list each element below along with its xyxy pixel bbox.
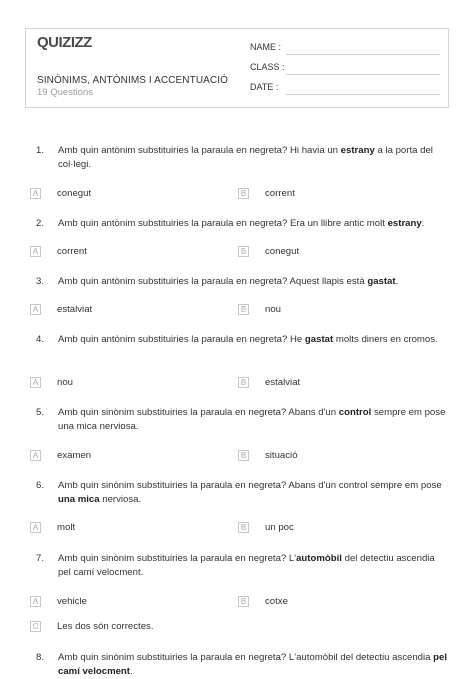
class-field[interactable]	[250, 62, 440, 76]
option-letter-box: B	[238, 522, 249, 533]
option-text: molt	[57, 522, 76, 533]
option-text: estalviat	[265, 377, 301, 388]
question-text: Amb quin sinònim substituiries la paraula en negreta? L'automòbil del detectiu ascendia pel camí velocment.	[58, 553, 435, 578]
option-text: situació	[265, 450, 298, 461]
option-letter-box: A	[30, 522, 41, 533]
option-text: conegut	[57, 188, 92, 199]
name-field[interactable]	[250, 42, 440, 56]
question-text: Amb quin sinònim substituiries la paraula en negreta? Abans d'un control sempre em pose una mica nerviosa.	[58, 480, 442, 505]
option-text: un poc	[265, 522, 294, 533]
question-number: 1.	[36, 145, 45, 156]
name-line	[286, 54, 440, 55]
option-letter-box: A	[30, 246, 41, 257]
option-text: nou	[57, 377, 74, 388]
option-letter-box: B	[238, 596, 249, 607]
date-line	[286, 94, 440, 95]
option-letter-box: B	[238, 188, 249, 199]
class-label: CLASS :	[250, 62, 285, 72]
option-letter-box: B	[238, 377, 249, 388]
question-text: Amb quin antònim substituiries la paraula en negreta? Era un llibre antic molt estrany.	[58, 218, 425, 229]
option-letter-box: B	[238, 304, 249, 315]
class-line	[286, 74, 440, 75]
question-number: 5.	[36, 407, 45, 418]
option-text: examen	[57, 450, 92, 461]
option-text: estalviat	[57, 304, 93, 315]
option-letter-box: C	[30, 621, 41, 632]
question-number: 7.	[36, 553, 45, 564]
option-letter-box: A	[30, 377, 41, 388]
question-count: 19 Questions	[37, 87, 93, 98]
question-text: Amb quin antònim substituiries la paraula en negreta? Hi havia un estrany a la porta del col·legi.	[58, 145, 433, 170]
question-text: Amb quin sinònim substituiries la paraula en negreta? Abans d'un control sempre em pose una mica nerviosa.	[58, 407, 446, 432]
option-letter-box: A	[30, 450, 41, 461]
option-letter-box: B	[238, 450, 249, 461]
option-text: conegut	[265, 246, 300, 257]
option-letter-box: B	[238, 246, 249, 257]
option-text: Les dos són correctes.	[57, 621, 154, 632]
name-label: NAME :	[250, 42, 282, 52]
question-number: 4.	[36, 334, 45, 345]
question-number: 8.	[36, 652, 45, 663]
worksheet-title: SINÒNIMS, ANTÒNIMS I ACCENTUACIÓ	[37, 75, 228, 86]
question-text: Amb quin antònim substituiries la paraula en negreta? He gastat molts diners en cromos.	[58, 334, 438, 345]
option-letter-box: A	[30, 188, 41, 199]
option-text: nou	[265, 304, 282, 315]
option-text: cotxe	[265, 596, 288, 607]
date-label: DATE :	[250, 82, 279, 92]
question-number: 6.	[36, 480, 45, 491]
option-text: vehicle	[57, 596, 87, 607]
question-number: 3.	[36, 276, 45, 287]
quizizz-logo: QUIZIZZ	[37, 34, 92, 51]
date-field[interactable]	[250, 82, 440, 96]
option-text: corrent	[265, 188, 295, 199]
worksheet-header	[25, 28, 449, 108]
option-letter-box: A	[30, 596, 41, 607]
option-letter-box: A	[30, 304, 41, 315]
option-text: corrent	[57, 246, 87, 257]
question-text: Amb quin sinònim substituiries la paraula en negreta? L'automòbil del detectiu ascendia pel camí velocment.	[58, 652, 448, 677]
question-number: 2.	[36, 218, 45, 229]
question-text: Amb quin antònim substituiries la paraula en negreta? Aquest llapis està gastat.	[58, 276, 399, 287]
